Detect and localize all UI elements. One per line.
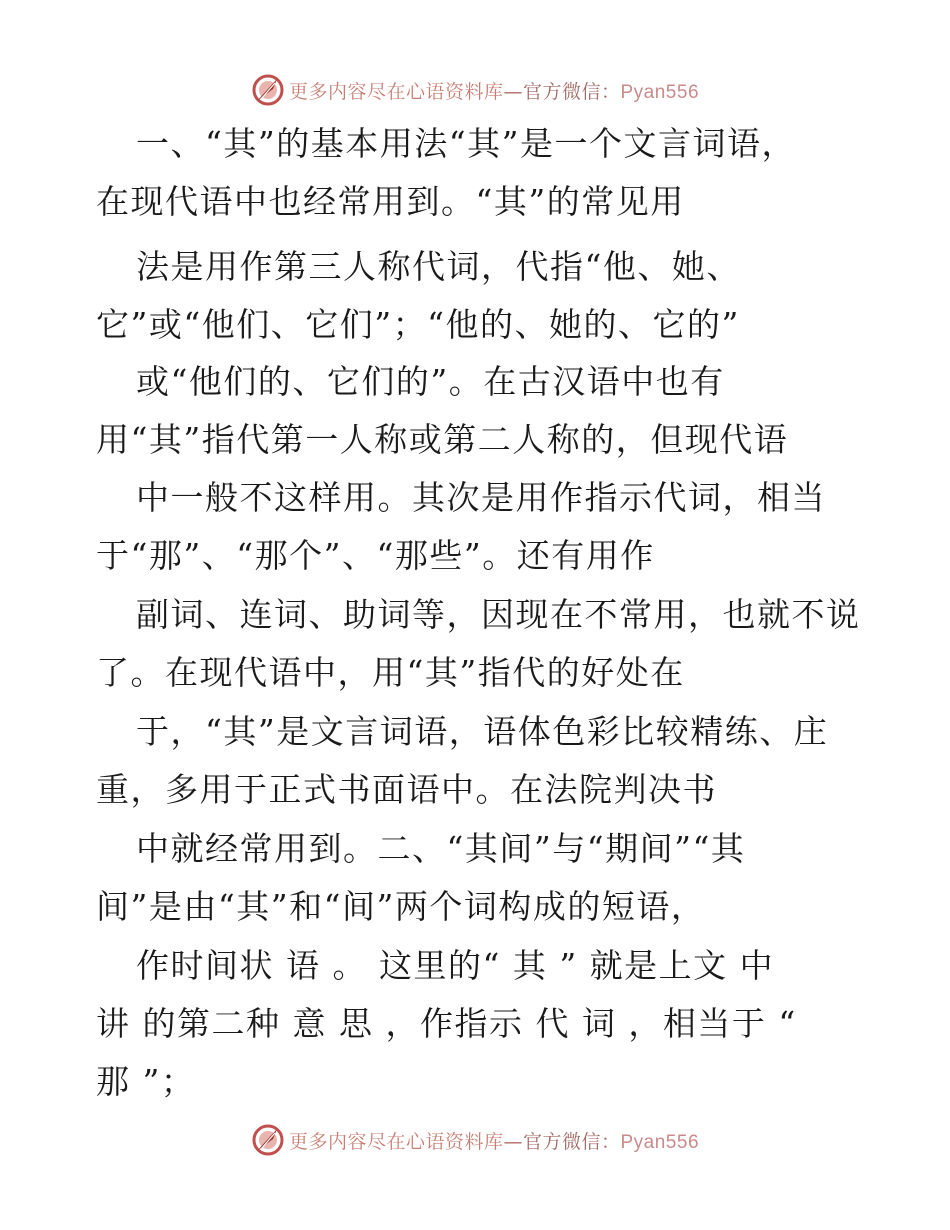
text-line: 那 ”； <box>96 1062 196 1101</box>
watermark-text <box>289 77 699 104</box>
text-line: 一、“其”的基本用法“其”是一个文言词语， <box>136 124 796 163</box>
text-line: 用“其”指代第一人称或第二人称的，但现代语 <box>96 420 789 459</box>
watermark-main: 更多内容尽在心语资料库 <box>288 80 504 103</box>
text-line: 它”或“他们、它们”；“他的、她的、它的” <box>96 305 740 344</box>
watermark-dash: — <box>503 1130 523 1153</box>
feather-seal-icon <box>251 1123 285 1157</box>
text-line: 了。在现代语中，用“其”指代的好处在 <box>96 653 685 692</box>
text-line: 于，“其”是文言词语，语体色彩比较精练、庄 <box>136 712 829 751</box>
text-line: 重，多用于正式书面语中。在法院判决书 <box>96 770 717 809</box>
text-line: 中就经常用到。二、“其间”与“期间”“其 <box>136 829 746 868</box>
text-line: 讲 的第二种 意 思 ，作指示 代 词 ，相当于 “ <box>96 1004 797 1043</box>
watermark-id: Pyan556 <box>620 1131 700 1153</box>
watermark-sub: 官方微信： <box>522 1130 621 1153</box>
watermark-text <box>289 1127 699 1154</box>
watermark-sub: 官方微信： <box>522 80 621 103</box>
text-line: 或“他们的、它们的”。在古汉语中也有 <box>136 362 725 401</box>
text-line: 作时间状 语 。 这里的“ 其 ” 就是上文 中 <box>136 946 775 985</box>
header-watermark <box>0 70 950 110</box>
watermark-main: 更多内容尽在心语资料库 <box>288 1130 504 1153</box>
text-line: 间”是由“其”和“间”两个词构成的短语， <box>96 887 706 926</box>
footer-watermark <box>0 1120 950 1160</box>
feather-seal-icon <box>251 73 285 107</box>
watermark-id: Pyan556 <box>620 81 700 103</box>
text-line: 法是用作第三人称代词，代指“他、她、 <box>136 247 741 286</box>
text-line: 中一般不这样用。其次是用作指示代词，相当 <box>136 478 826 517</box>
watermark-dash: — <box>503 80 523 103</box>
text-line: 副词、连词、助词等，因现在不常用，也就不说 <box>136 595 861 634</box>
text-line: 于“那”、“那个”、“那些”。还有用作 <box>96 536 655 575</box>
text-line: 在现代语中也经常用到。“其”的常见用 <box>96 182 685 221</box>
